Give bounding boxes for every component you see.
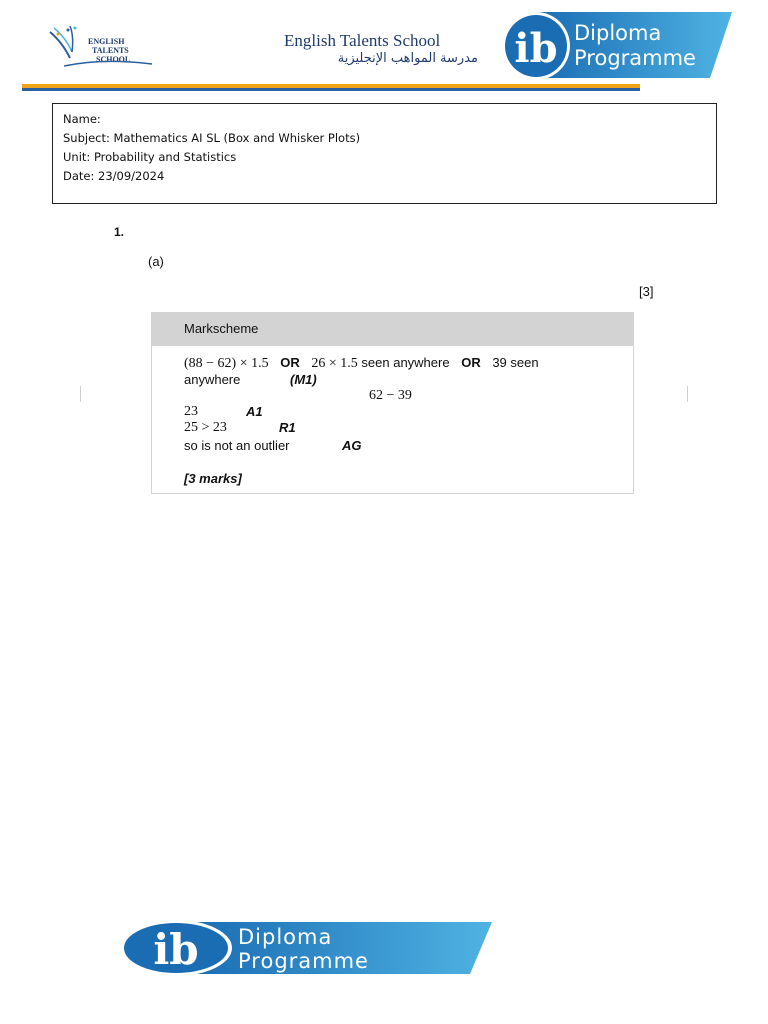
anywhere-text: anywhere — [184, 372, 241, 387]
ib-letters-top: ib — [514, 25, 558, 72]
markscheme-title: Markscheme — [184, 321, 259, 336]
logo-text-3: SCHOOL — [96, 55, 131, 64]
expr-1: (88 − 62) × 1.5 — [184, 356, 269, 371]
value-23: 23 — [184, 404, 198, 419]
not-outlier-text: so is not an outlier — [184, 438, 290, 453]
expr-62-minus-39: 62 − 39 — [369, 388, 412, 403]
ib-top-line2: Programme — [574, 46, 696, 70]
logo-text-2: TALENTS — [92, 46, 129, 55]
ib-diploma-logo-top — [500, 10, 732, 82]
question-part: (a) — [148, 254, 164, 269]
logo-text-1: ENGLISH — [88, 37, 125, 46]
markscheme-line-1 — [184, 355, 539, 372]
ib-letters-bottom: ib — [153, 925, 199, 974]
school-name-arabic: مدرسة المواهب الإنجليزية — [337, 51, 478, 66]
expr-3: 39 — [492, 355, 507, 370]
mark-ag: AG — [342, 438, 362, 453]
ib-bottom-line2: Programme — [238, 949, 369, 973]
expr-2: 26 × 1.5 — [311, 356, 358, 371]
or-2: OR — [461, 355, 481, 370]
page-break-tick-left — [80, 386, 81, 402]
markscheme-line-2 — [184, 372, 240, 387]
or-1: OR — [280, 355, 300, 370]
ib-top-line1: Diploma — [574, 21, 662, 45]
question-number: 1. — [114, 225, 125, 239]
mark-m1: (M1) — [290, 372, 317, 387]
mark-r1: R1 — [279, 420, 296, 435]
subject-line: Subject: Mathematics AI SL (Box and Whisker Plots) — [63, 131, 361, 145]
ib-bottom-line1: Diploma — [238, 925, 333, 949]
unit-line: Unit: Probability and Statistics — [63, 150, 237, 164]
mark-a1: A1 — [246, 404, 263, 419]
seen-2: seen — [510, 355, 539, 370]
expr-25-gt-23: 25 > 23 — [184, 420, 227, 435]
question-marks: [3] — [639, 284, 654, 299]
name-label: Name: — [63, 112, 101, 126]
markscheme-total: [3 marks] — [184, 471, 242, 486]
date-line: Date: 23/09/2024 — [63, 169, 165, 183]
school-name-english: English Talents School — [284, 31, 441, 50]
info-box — [52, 103, 717, 204]
school-logo — [44, 22, 156, 70]
ib-diploma-logo-bottom — [118, 918, 492, 978]
header-rule-blue — [22, 88, 640, 91]
page-break-tick-right — [687, 386, 688, 402]
seen-anywhere-1: seen anywhere — [361, 355, 450, 370]
